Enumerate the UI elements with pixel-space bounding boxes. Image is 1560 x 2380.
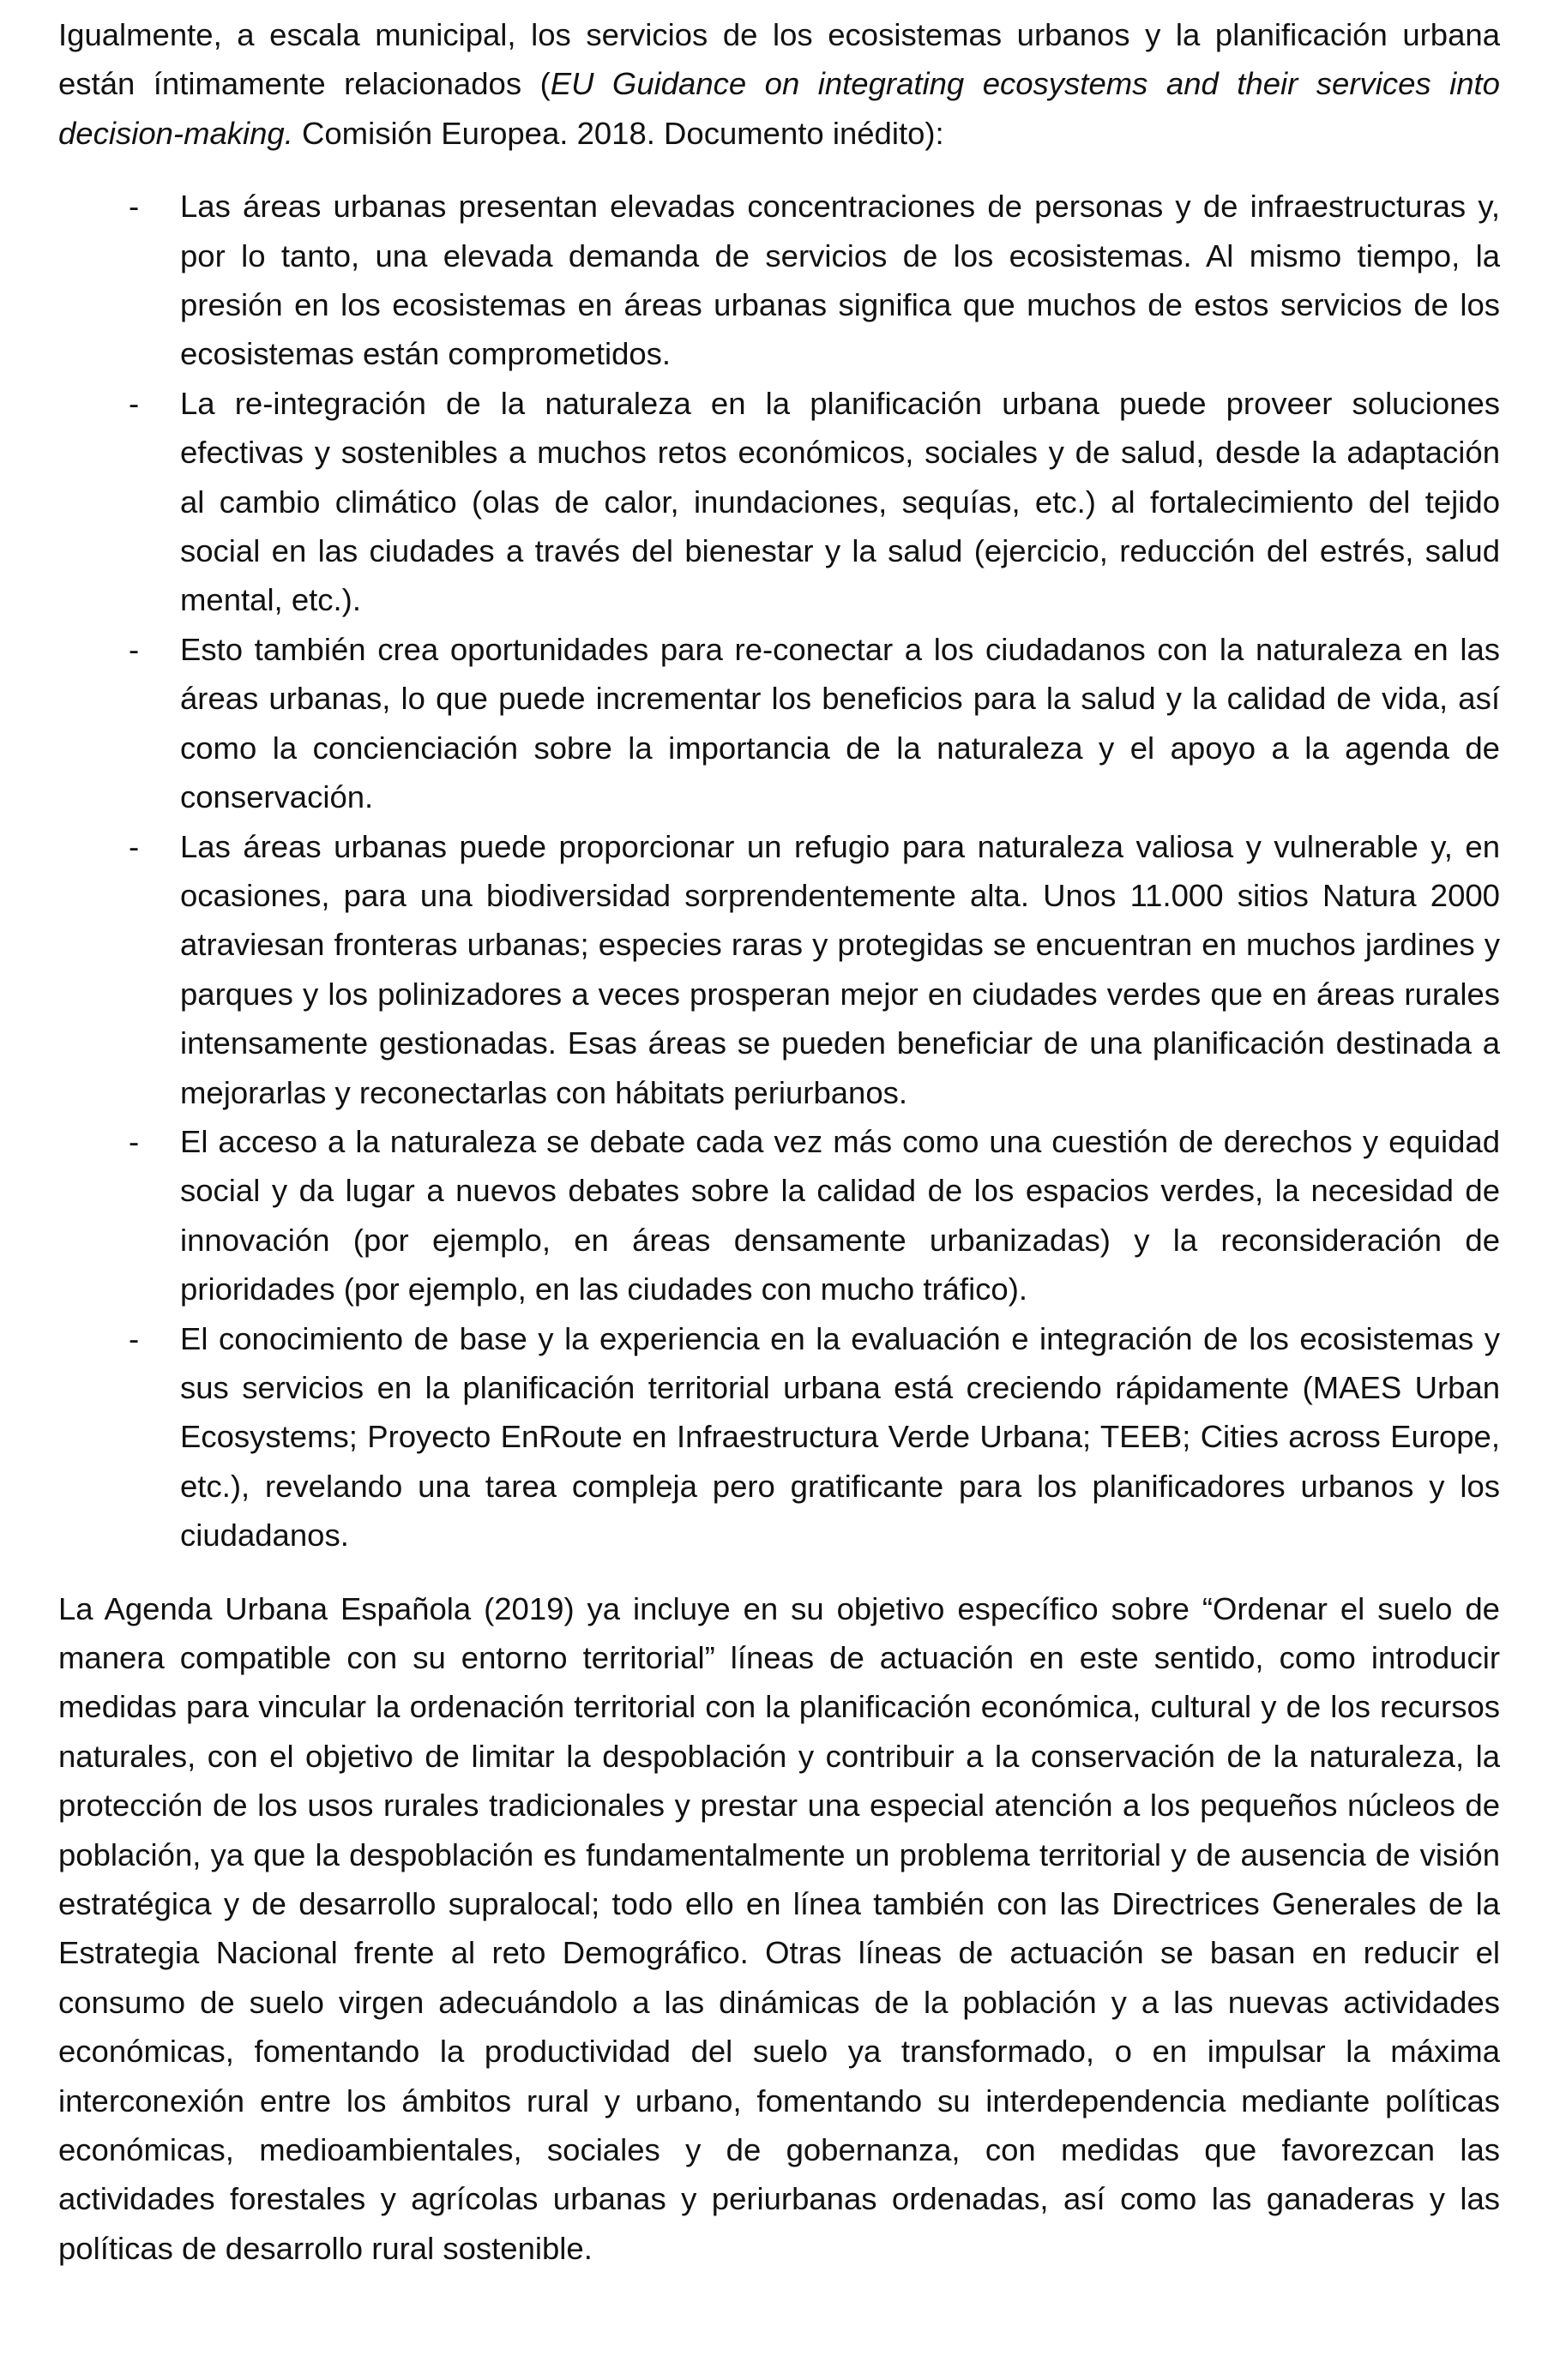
intro-italic-title: EU Guidance on integrating ecosystems and their services into decision-making. <box>58 66 1500 151</box>
list-item <box>58 1314 1500 1560</box>
bullet-dash: - <box>129 1320 140 1356</box>
list-item-text: Las áreas urbanas presentan elevadas concentraciones de personas y de infraestructuras y, por lo tanto, una elevada demanda de servicios de los ecosistemas. Al mismo tiempo, la presión en los ecosistemas en áreas urbanas significa que muchos de estos servicios de los ecosistemas están comprometidos. <box>180 189 1500 372</box>
list-item <box>58 1117 1500 1314</box>
list-item-text: El conocimiento de base y la experiencia en la evaluación e integración de los ecosistemas y sus servicios en la planificación territorial urbana está creciendo rápidamente (MAES Urban Ecosystems; Proyecto EnRoute en Infraestructura Verde Urbana; TEEB; Cities across Europe, etc.), revelando una tarea compleja pero gratificante para los planificadores urbanos y los ciudadanos. <box>180 1320 1500 1554</box>
bullet-dash: - <box>129 385 140 421</box>
bullet-dash: - <box>129 631 140 667</box>
list-item <box>58 379 1500 625</box>
bullet-dash: - <box>129 189 140 225</box>
list-item <box>58 822 1500 1117</box>
intro-paragraph <box>58 10 1500 158</box>
list-item <box>58 625 1500 822</box>
closing-paragraph: La Agenda Urbana Española (2019) ya incluye en su objetivo específico sobre “Ordenar el suelo de manera compatible con su entorno territorial” líneas de actuación en este sentido, como introducir medidas para vincular la ordenación territorial con la planificación económica, cultural y de los recursos naturales, con el objetivo de limitar la despoblación y contribuir a la conservación de la naturaleza, la protección de los usos rurales tradicionales y prestar una especial atención a los pequeños núcleos de población, ya que la despoblación es fundamentalmente un problema territorial y de ausencia de visión estratégica y de desarrollo supralocal; todo ello en línea también con las Directrices Generales de la Estrategia Nacional frente al reto Demográfico. Otras líneas de actuación se basan en reducir el consumo de suelo virgen adecuándolo a las dinámicas de la población y a las nuevas actividades económicas, fomentando la productividad del suelo ya transformado, o en impulsar la máxima interconexión entre los ámbitos rural y urbano, fomentando su interdependencia mediante políticas económicas, medioambientales, sociales y de gobernanza, con medidas que favorezcan las actividades forestales y agrícolas urbanas y periurbanas ordenadas, así como las ganaderas y las políticas de desarrollo rural sostenible. <box>58 1590 1500 2266</box>
list-item-text: Esto también crea oportunidades para re-conectar a los ciudadanos con la naturaleza en las áreas urbanas, lo que puede incrementar los beneficios para la salud y la calidad de vida, así como la concienciación sobre la importancia de la naturaleza y el apoyo a la agenda de conservación. <box>180 631 1500 815</box>
bullet-list <box>58 182 1500 1560</box>
list-item <box>58 182 1500 379</box>
bullet-dash: - <box>129 1123 140 1159</box>
list-item-text: El acceso a la naturaleza se debate cada vez más como una cuestión de derechos y equidad social y da lugar a nuevos debates sobre la calidad de los espacios verdes, la necesidad de innovación (por ejemplo, en áreas densamente urbanizadas) y la reconsideración de prioridades (por ejemplo, en las ciudades con mucho tráfico). <box>180 1123 1500 1307</box>
intro-text-after: Comisión Europea. 2018. Documento inédito): <box>292 115 944 151</box>
list-item-text: La re-integración de la naturaleza en la planificación urbana puede proveer soluciones efectivas y sostenibles a muchos retos económicos, sociales y de salud, desde la adaptación al cambio climático (olas de calor, inundaciones, sequías, etc.) al fortalecimiento del tejido social en las ciudades a través del bienestar y la salud (ejercicio, reducción del estrés, salud mental, etc.). <box>180 385 1500 618</box>
list-item-text: Las áreas urbanas puede proporcionar un refugio para naturaleza valiosa y vulnerable y, en ocasiones, para una biodiversidad sorprendentemente alta. Unos 11.000 sitios Natura 2000 atraviesan fronteras urbanas; especies raras y protegidas se encuentran en muchos jardines y parques y los polinizadores a veces prosperan mejor en ciudades verdes que en áreas rurales intensamente gestionadas. Esas áreas se pueden beneficiar de una planificación destinada a mejorarlas y reconectarlas con hábitats periurbanos. <box>180 828 1500 1110</box>
bullet-dash: - <box>129 828 140 864</box>
intro-text-before: Igualmente, a escala municipal, los servicios de los ecosistemas urbanos y la planificación urbana están íntimamente relacionados ( <box>58 17 1500 102</box>
